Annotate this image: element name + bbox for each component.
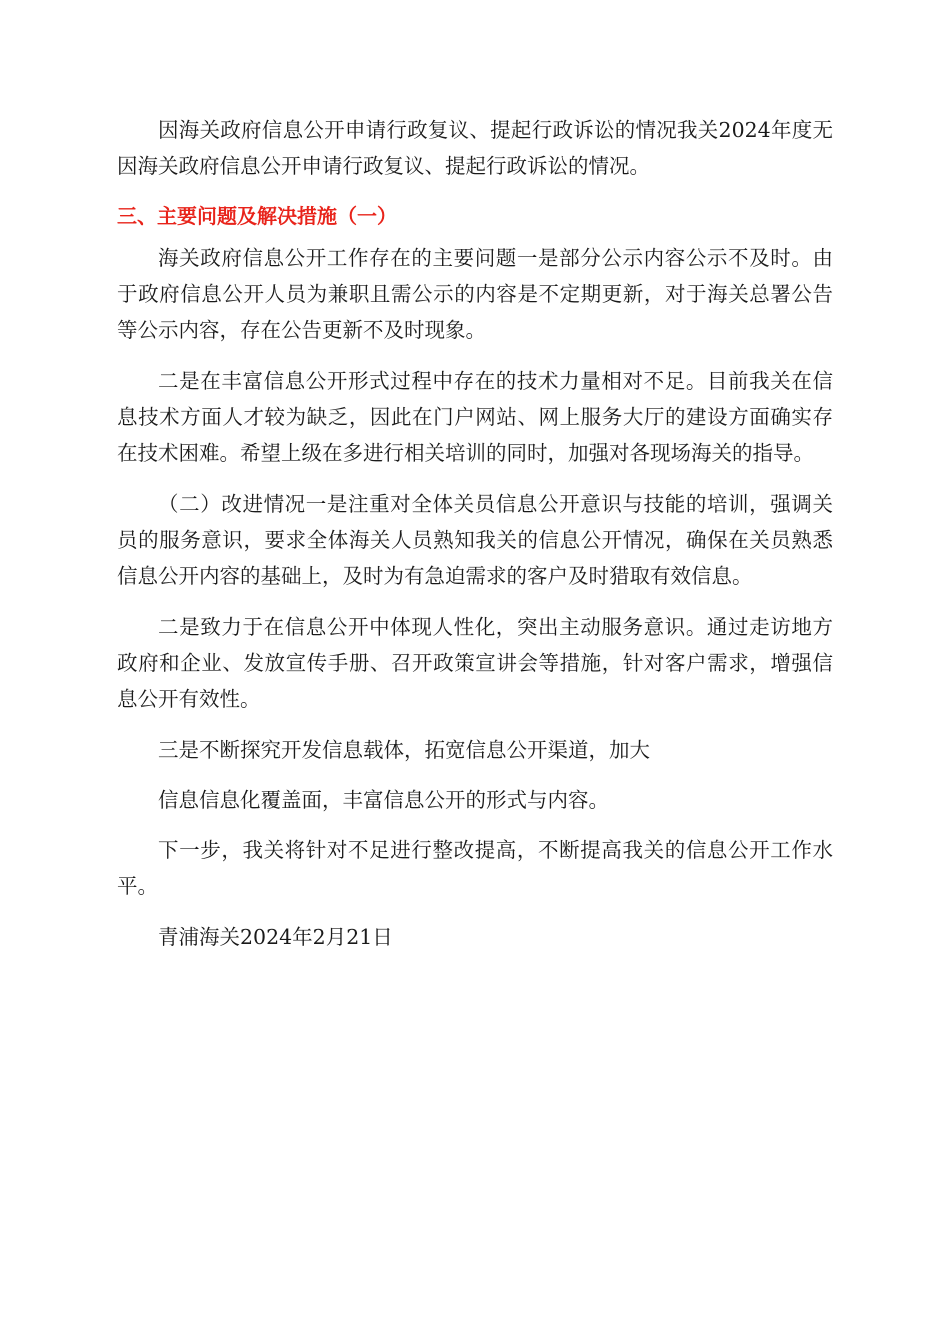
paragraph-review-litigation: 因海关政府信息公开申请行政复议、提起行政诉讼的情况我关2024年度无因海关政府信息公开申请行政复议、提起行政诉讼的情况。 xyxy=(117,118,833,178)
paragraph-next-step: 下一步，我关将针对不足进行整改提高，不断提高我关的信息公开工作水平。 xyxy=(117,838,833,898)
paragraph-problem-two: 二是在丰富信息公开形式过程中存在的技术力量相对不足。目前我关在信息技术方面人才较为缺乏，因此在门户网站、网上服务大厅的建设方面确实存在技术困难。希望上级在多进行相关培训的同时，加强对各现场海关的指导。 xyxy=(117,369,833,465)
document-body xyxy=(117,112,833,970)
paragraph-improvement-two: 二是致力于在信息公开中体现人性化，突出主动服务意识。通过走访地方政府和企业、发放宣传手册、召开政策宣讲会等措施，针对客户需求，增强信息公开有效性。 xyxy=(117,615,833,711)
signature-date: 青浦海关2024年2月21日 xyxy=(158,925,393,949)
paragraph-improvement-one: （二）改进情况一是注重对全体关员信息公开意识与技能的培训，强调关员的服务意识，要求全体海关人员熟知我关的信息公开情况，确保在关员熟悉信息公开内容的基础上，及时为有急迫需求的客户及时猎取有效信息。 xyxy=(117,492,833,588)
section-heading-problems: 三、主要问题及解决措施（一） xyxy=(117,204,397,228)
paragraph-problem-one: 海关政府信息公开工作存在的主要问题一是部分公示内容公示不及时。由于政府信息公开人员为兼职且需公示的内容是不定期更新，对于海关总署公告等公示内容，存在公告更新不及时现象。 xyxy=(117,246,833,342)
paragraph-improvement-three-cont: 信息信息化覆盖面，丰富信息公开的形式与内容。 xyxy=(158,788,609,812)
paragraph-improvement-three: 三是不断探究开发信息载体，拓宽信息公开渠道，加大 xyxy=(158,738,650,762)
